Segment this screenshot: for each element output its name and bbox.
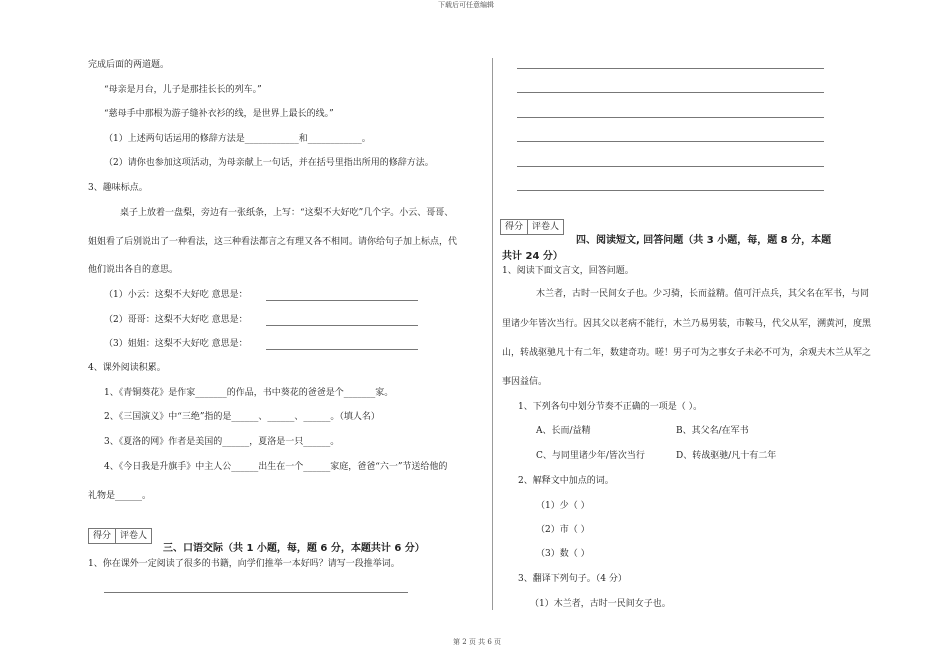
page-number: 第 2 页 共 6 页 (453, 638, 502, 646)
text-line: （1）上述两句话运用的修辞方法是____________和____________。 (104, 134, 371, 144)
text-line: （2）市（ ） (536, 525, 590, 535)
option-b: B、其父名/在军书 (676, 426, 749, 436)
text-line: 里诸少年皆次当行。因其父以老病不能行，木兰乃易男装，市鞍马，代父从军，溯黄河，度黑 (502, 319, 872, 329)
answer-line (517, 92, 824, 93)
text-line: 他们说出各自的意思。 (88, 265, 179, 275)
text-line: 1、《青铜葵花》是作家_______的作品，书中葵花的爸爸是个_______家。 (104, 388, 394, 398)
text-line: 2、《三国演义》中“三绝”指的是______、______、______。（填人名） (104, 412, 380, 422)
text-line: （1）木兰者，古时一民间女子也。 (530, 599, 671, 609)
answer-line (517, 166, 824, 167)
header-note: 下载后可任意编辑 (438, 1, 494, 9)
text-line: “慈母手中那根为游子缝补衣衫的线，是世界上最长的线。” (104, 109, 334, 119)
text-line: 事因益信。 (502, 377, 548, 387)
score-label: 得分 (93, 531, 112, 541)
score-box (88, 528, 152, 544)
text-line: “母亲是月台，儿子是那挂长长的列车。” (104, 85, 262, 95)
text-line: （3）姐姐：这梨不大好吃 意思是： (104, 339, 248, 349)
text-line: 完成后面的两道题。 (88, 60, 170, 70)
section-title-cont: 共计 24 分） (502, 251, 563, 262)
text-line: （2）哥哥：这梨不大好吃 意思是： (104, 315, 248, 325)
text-line: （1）少（ ） (536, 501, 590, 511)
answer-line (266, 325, 418, 326)
score-box (500, 219, 564, 235)
text-line: （3）数（ ） (536, 549, 590, 559)
text-line: 4、课外阅读积累。 (88, 363, 166, 373)
text-line: 3、翻译下列句子。（4 分） (518, 574, 627, 584)
text-line: （1）小云：这梨不大好吃 意思是： (104, 290, 248, 300)
text-line: 木兰者，古时一民间女子也。少习骑，长而益精。值可汗点兵，其父名在军书，与同 (536, 289, 870, 299)
option-c: C、与同里诸少年/皆次当行 (536, 451, 645, 461)
answer-line (517, 190, 824, 191)
text-line: 姐姐看了后别说出了一种看法，这三种看法都言之有理又各不相同。请你给句子加上标点，代 (88, 237, 458, 247)
answer-line (517, 68, 824, 69)
column-divider (492, 58, 493, 610)
text-line: 山，转战驱驰凡十有二年，数建奇功。嗟！男子可为之事女子未必不可为，余观夫木兰从军之 (502, 348, 872, 358)
answer-line (266, 349, 418, 350)
text-line: 1、你在课外一定阅读了很多的书籍，向学们推举一本好吗？请写一段推举词。 (88, 559, 400, 569)
text-line: 礼物是______。 (88, 491, 152, 501)
section-title: 四、阅读短文, 回答问题（共 3 小题，每，题 8 分，本题 (576, 235, 832, 246)
text-line: 3、趣味标点。 (88, 183, 148, 193)
text-line: 1、阅读下面文言文，回答问题。 (502, 266, 634, 276)
grader-label: 评卷人 (527, 220, 563, 234)
text-line: 1、下列各句中划分节奏不正确的一项是（ ）。 (518, 402, 703, 412)
answer-line (517, 117, 824, 118)
text-line: （2）请你也参加这项活动，为母亲献上一句话，并在括号里指出所用的修辞方法。 (104, 158, 434, 168)
option-d: D、转战驱驰/凡十有二年 (676, 451, 777, 461)
option-a: A、长而/益精 (536, 426, 591, 436)
section-title: 三、口语交际（共 1 小题，每，题 6 分，本题共计 6 分） (163, 543, 425, 554)
grader-label: 评卷人 (115, 529, 151, 543)
text-line: 2、解释文中加点的词。 (518, 476, 614, 486)
answer-line (266, 300, 418, 301)
score-label: 得分 (505, 222, 524, 232)
answer-line (517, 141, 824, 142)
answer-line (104, 592, 408, 593)
text-line: 4、《今日我是升旗手》中主人公______出生在一个______家庭，爸爸“六一”节送给他的 (104, 462, 448, 472)
text-line: 3、《夏洛的网》作者是美国的______，夏洛是一只______。 (104, 437, 340, 447)
text-line: 桌子上放着一盘梨，旁边有一张纸条，上写：“这梨不大好吃”几个字。小云、哥哥、 (120, 208, 454, 218)
